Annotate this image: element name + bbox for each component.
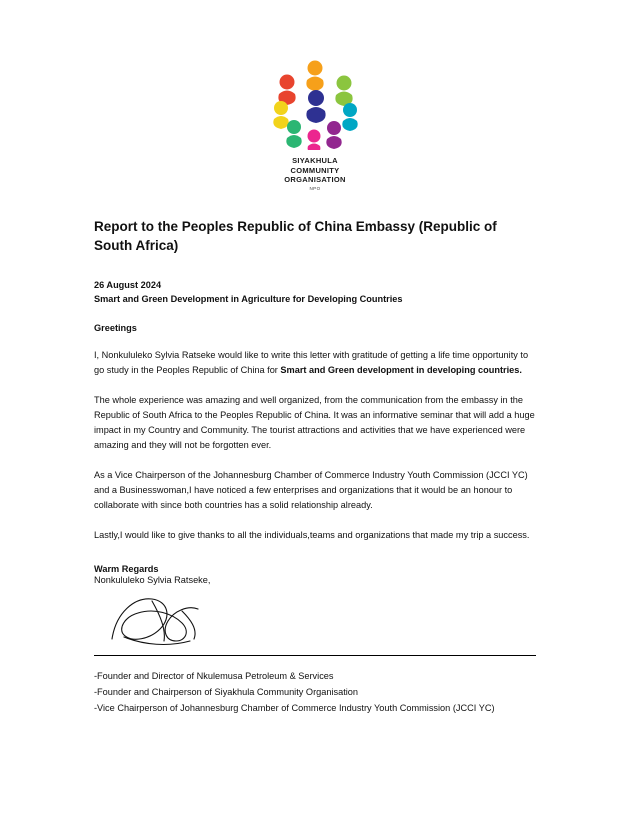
paragraph-1 <box>94 348 536 378</box>
document-meta <box>94 278 536 307</box>
signature-rule <box>94 655 536 656</box>
salutation: Greetings <box>94 323 137 334</box>
siyakhula-logo-icon <box>260 58 370 150</box>
paragraph-4: Lastly,I would like to give thanks to all the individuals,teams and organizations that made my trip a success. <box>94 529 530 540</box>
document-subject: Smart and Green Development in Agriculture for Developing Countries <box>94 294 403 305</box>
closing-line: Warm Regards <box>94 564 159 575</box>
handwritten-signature <box>94 589 294 655</box>
paragraph-1-emphasis: Smart and Green development in developing countries. <box>280 365 522 376</box>
signer-role-3: -Vice Chairperson of Johannesburg Chamber of Commerce Industry Youth Commission (JCCI YC) <box>94 703 495 714</box>
signer-name: Nonkululeko Sylvia Ratseke, <box>94 575 211 586</box>
page-title: Report to the Peoples Republic of China Embassy (Republic of South Africa) <box>94 218 497 254</box>
paragraph-1-text: I, Nonkululeko Sylvia Ratseke would like to write this letter with gratitude of getting a life time opportunity to go study in the Peoples Republic of China for <box>94 350 529 376</box>
organisation-logo <box>255 0 375 191</box>
logo-name <box>255 156 375 185</box>
paragraph-2: The whole experience was amazing and well organized, from the communication from the embassy in the Republic of South Africa to the Peoples Republic of China. It was an informative seminar that will add a huge impact in my Country and Community. The tourist attractions and activities that we have experienced were amazing and they will not be forgotten ever. <box>94 395 535 450</box>
signer-roles <box>94 669 536 716</box>
signer-role-1: -Founder and Director of Nkulemusa Petroleum & Services <box>94 671 334 682</box>
logo-name-line-3: ORGANISATION <box>284 175 346 185</box>
logo-subtitle: NPO <box>309 185 321 191</box>
logo-name-line-2: COMMUNITY <box>290 165 340 175</box>
paragraph-3: As a Vice Chairperson of the Johannesburg Chamber of Commerce Industry Youth Commission (JCCI YC) and a Businesswoman,I have noticed a few enterprises and organizations that it would be an honour to collaborate with since both countries has a solid relationship already. <box>94 469 528 510</box>
logo-name-line-1: SIYAKHULA <box>292 156 338 165</box>
document-date: 26 August 2024 <box>94 279 162 290</box>
signer-role-2: -Founder and Chairperson of Siyakhula Community Organisation <box>94 687 359 698</box>
